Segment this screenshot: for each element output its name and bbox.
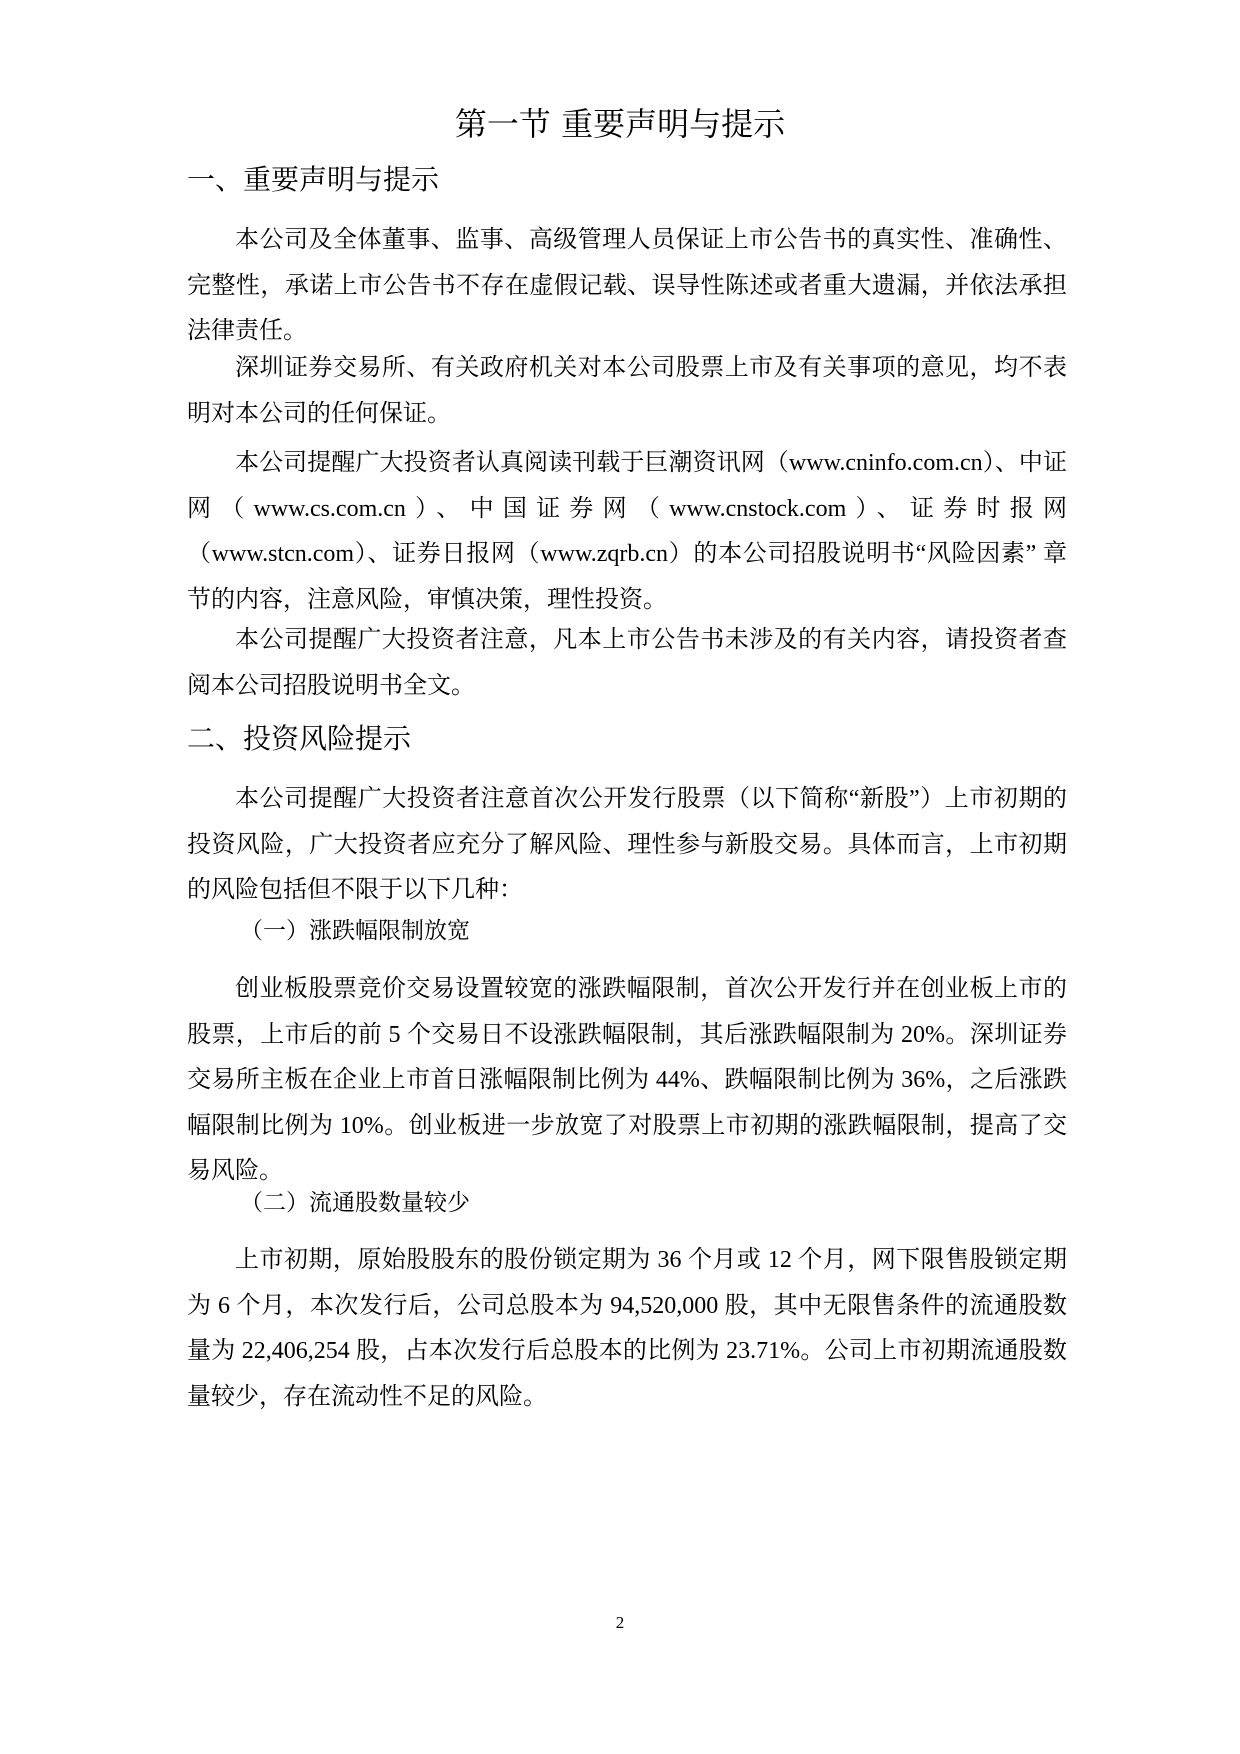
paragraph-price-limit: 创业板股票竞价交易设置较宽的涨跌幅限制，首次公开发行并在创业板上市的股票，上市后的前 5 个交易日不设涨跌幅限制，其后涨跌幅限制为 20%。深圳证券交易所主板在企业上市首日涨幅限制比例为 44%、跌幅限制比例为 36%，之后涨跌幅限制比例为 10%。创业板进一步放宽了对股票上市初期的涨跌幅限制，提高了交易风险。: [187, 976, 1067, 1184]
paragraph-statement-2: 深圳证券交易所、有关政府机关对本公司股票上市及有关事项的意见，均不表明对本公司的任何保证。: [187, 355, 1067, 427]
page-title: 第一节 重要声明与提示: [454, 105, 786, 143]
paragraph-statement-4: 本公司提醒广大投资者注意，凡本上市公告书未涉及的有关内容，请投资者查阅本公司招股说明书全文。: [187, 627, 1067, 699]
paragraph-risk-intro: 本公司提醒广大投资者注意首次公开发行股票（以下简称“新股”）上市初期的投资风险，广大投资者应充分了解风险、理性参与新股交易。具体而言，上市初期的风险包括但不限于以下几种：: [187, 786, 1067, 903]
paragraph-statement-1: 本公司及全体董事、监事、高级管理人员保证上市公告书的真实性、准确性、完整性，承诺上市公告书不存在虚假记载、误导性陈述或者重大遗漏，并依法承担法律责任。: [187, 227, 1067, 344]
section-heading-important-notice: 一、重要声明与提示: [187, 163, 440, 196]
subsection-heading-price-limit: （一）涨跌幅限制放宽: [240, 918, 470, 944]
paragraph-statement-3: 本公司提醒广大投资者认真阅读刊载于巨潮资讯网（www.cninfo.com.cn）、中证网（www.cs.com.cn）、中国证券网（www.cnstock.com）、证券时报网（www.stcn.com）、证券日报网（www.zqrb.cn）的本公司招股说明书“风险因素” 章节的内容，注意风险，审慎决策，理性投资。: [187, 450, 1067, 613]
paragraph-float-shares: 上市初期，原始股股东的股份锁定期为 36 个月或 12 个月，网下限售股锁定期为 6 个月，本次发行后，公司总股本为 94,520,000 股，其中无限售条件的流通股数量为 22,406,254 股，占本次发行后总股本的比例为 23.71%。公司上市初期流通股数量较少，存在流动性不足的风险。: [187, 1247, 1067, 1410]
page-number: 2: [615, 1613, 625, 1632]
subsection-heading-float-shares: （二）流通股数量较少: [240, 1190, 470, 1216]
section-heading-investment-risk: 二、投资风险提示: [187, 722, 412, 755]
